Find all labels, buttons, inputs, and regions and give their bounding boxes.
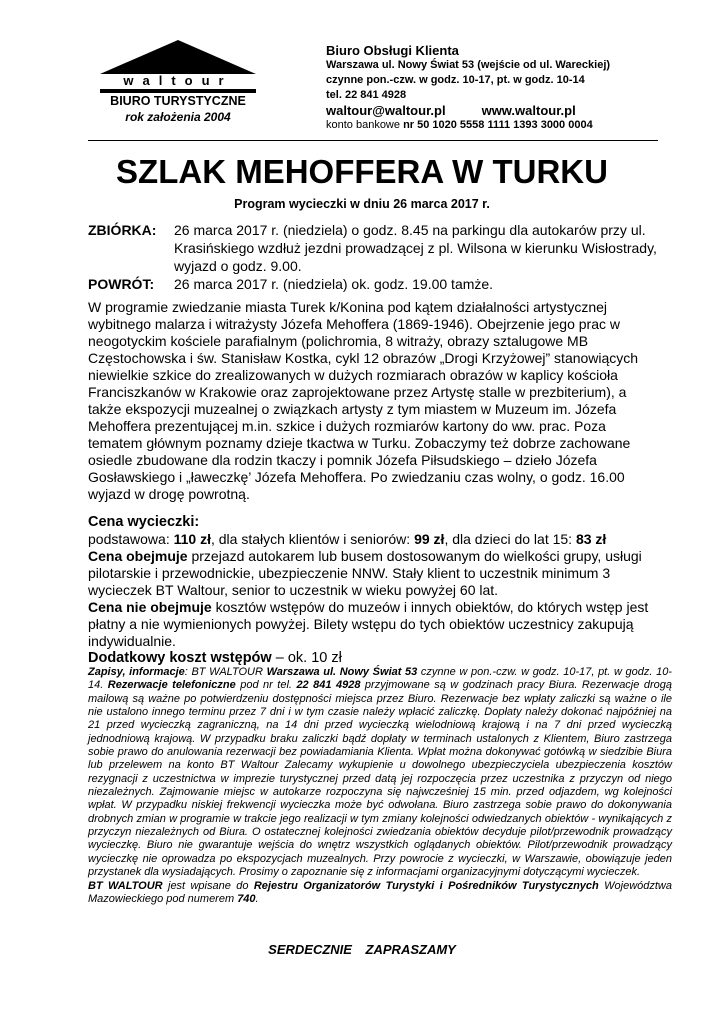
office-phone: tel. 22 841 4928: [326, 89, 407, 101]
fine-p14: .: [255, 892, 259, 905]
fine-p8: przyjmowane są w godzinach pracy Biura. Rezerwacje drogą mailową są ważne po potwierdzeniu dostępności miejsca przez Biuro. Rezerwacje bez wpłaty zaliczki są ważne o ile nie ustalono innego terminu przez 7 dni i w tym czasie należy wpłacić zaliczkę. Dopłaty należy dokonać najpóźniej na 21 przed wycieczką zagraniczną, na 14 dni przed wycieczką wielodniową krajową i na 7 dni przed wycieczką jednodniową krajową. W przypadku braku zaliczki bądź dopłaty w terminach ustalonych z Klientem, Biuro zastrzega sobie prawo do anulowania rezerwacji bez powiadamiania Klienta. Wpłat można dokonywać gotówką w siedzibie Biura lub przelewem na konto BT Waltour Zalecamy wykupienie u dowolnego ubezpieczyciela ubezpieczenia kosztów rezygnacji z uczestnictwa w imprezie turystycznej przed datą jej rozpoczęcia przez uczestnika z przyczyn od niego niezależnych. Zajmowanie miejsc w autokarze rozpoczyna się najwcześniej 15 min. przed odjazdem, wg kolejności wpłat. W przypadku niskiej frekwencji wycieczka może być odwołana. Biuro zastrzega sobie prawo do dokonywania drobnych zmian w programie w trakcie jego realizacji w tym zmiany kolejności odwiedzanych obiektów - wynikających z przyczyn niezależnych od Biura. O ostatecznej kolejności zwiedzania obiektów decyduje pilot/przewodnik prowadzący wycieczkę. Biuro nie gwarantuje wejścia do wnętrz wszystkich oglądanych obiektów. Pilot/przewodnik prowadzący wycieczkę nie oprowadza po ekspozycjach muzealnych. Przy powrocie z wycieczki, w Warszawie, obowiązuje jeden przystanek dla wysiadających. Prosimy o zapoznanie się z informacjami organizacyjnymi dotyczącymi wycieczek.: [88, 679, 672, 879]
basic-price: 110 zł: [173, 531, 211, 547]
fine-p11: Rejestru Organizatorów Turystyki i Pośredników Turystycznych: [253, 879, 599, 892]
bank-account: [326, 118, 706, 133]
page-subtitle: Program wycieczki w dniu 26 marca 2017 r.: [234, 197, 490, 211]
return-label: POWRÓT:: [88, 276, 155, 292]
extra-cost: [88, 650, 668, 667]
office-address: Warszawa ul. Nowy Świat 53 (wejście od ul. Wareckiej): [326, 59, 611, 71]
fine-p12: Województwa Mazowieckiego pod numerem: [88, 879, 672, 905]
email-link[interactable]: waltour@waltour.pl: [326, 103, 446, 118]
price-heading: Cena wycieczki:: [88, 514, 200, 530]
closing-line: SERDECZNIE ZAPRASZAMY: [268, 942, 456, 957]
includes-text: przejazd autokarem lub busem dostosowanym do wielkości grupy, usługi pilotarskie i przewodnickie, ubezpieczenie NNW. Stały klient to uczestnik minimum 3 wycieczek BT Waltour, senior to uczestnik w wieku powyżej 60 lat.: [88, 548, 642, 598]
gather-row: [88, 221, 678, 275]
terms-fine-print: [88, 666, 672, 906]
bank-prefix: konto bankowe: [326, 119, 404, 131]
gather-text: 26 marca 2017 r. (niedziela) o godz. 8.45 na parkingu dla autokarów przy ul. Krasińskiego wzdłuż jezdni prowadzącej z pl. Wilsona w kierunku Wisłostrady, wyjazd o godz. 9.00.: [174, 222, 657, 274]
fine-p6: pod nr tel.: [235, 679, 297, 692]
program-description: W programie zwiedzanie miasta Turek k/Konina pod kątem działalności artystycznej wybitnego malarza i witrażysty Józefa Mehoffera (1869-1946). Obejrzenie jego prac w neogotyckim kościele parafialnym (polichromia, 8 witraży, obrazy sztalugowe MB Częstochowska i św. Stanisław Kostka, cykl 12 obrazów „Drogi Krzyżowej” stanowiących niewielkie szkice do zrealizowanych w dużych rozmiarach obrazów w kaplicy kościoła Franciszkanów w Krakowie oraz zaprojektowane przez Artystę stalle w prezbiterium), a także ekspozycji muzealnej o związkach artysty z tym miastem w Muzeum im. Józefa Mehoffera prezentującej m.in. szkice i dużych rozmiarów kartony do ww. prac. Poza tematem głównym poznamy dzieje tkactwa w Turku. Zobaczymy też dobrze zachowane osiedle zbudowane dla rodzin tkaczy i pomnik Józefa Piłsudskiego – dzieło Józefa Gosławskiego i „ławeczkę’ Józefa Mehoffera. Po zwiedzaniu czas wolny, o godz. 16.00 wyjazd w drogę powrotną.: [88, 299, 639, 502]
fine-p1: Zapisy, informacje: [88, 666, 185, 678]
fine-p5: Rezerwacje telefoniczne: [107, 679, 236, 692]
fine-p9: BT WALTOUR: [88, 879, 163, 892]
fine-p4: czynne w pon.-czw. w godz. 10-17, pt. w godz. 10-14.: [88, 666, 672, 692]
website-link[interactable]: www.waltour.pl: [481, 103, 576, 118]
seniors-price: 99 zł: [414, 531, 445, 547]
logo-triangle: [100, 40, 256, 74]
contact-block: [326, 43, 706, 133]
price-excludes: [88, 599, 668, 650]
office-title: Biuro Obsługi Klienta: [326, 43, 459, 58]
fine-p7: 22 841 4928: [296, 679, 361, 692]
fine-p10: jest wpisane do: [162, 879, 254, 892]
basic-label: podstawowa:: [88, 531, 174, 547]
return-row: [88, 275, 678, 293]
fine-p3: Warszawa ul. Nowy Świat 53: [266, 666, 418, 678]
return-text: 26 marca 2017 r. (niedziela) ok. godz. 19.00 tamże.: [174, 276, 494, 292]
office-hours: czynne pon.-czw. w godz. 10-17, pt. w godz. 10-14: [326, 74, 585, 86]
page-title: SZLAK MEHOFFERA W TURKU: [116, 153, 608, 190]
excludes-text: kosztów wstępów do muzeów i innych obiektów, do których wstęp jest płatny a nie wymienionych powyżej. Bilety wstępu do tych obiektów uczestnicy zakupują indywidualnie.: [88, 599, 649, 649]
logo-founded: rok założenia 2004: [125, 110, 231, 124]
extra-label: Dodatkowy koszt wstępów: [88, 650, 272, 666]
web-contacts: [326, 103, 706, 118]
seniors-label: , dla stałych klientów i seniorów:: [210, 531, 415, 547]
gather-label: ZBIÓRKA:: [88, 222, 157, 238]
bank-number: nr 50 1020 5558 1111 1393 3000 0004: [403, 119, 593, 131]
logo-bar: [100, 89, 256, 93]
price-line: [88, 531, 668, 548]
excludes-label: Cena nie obejmuje: [88, 599, 212, 615]
fine-p13: 740: [237, 892, 256, 905]
kids-price: 83 zł: [575, 531, 607, 547]
price-section: [88, 514, 668, 667]
extra-text: – ok. 10 zł: [271, 650, 342, 666]
header-divider: [88, 140, 658, 141]
logo-wordmark: waltour: [123, 73, 233, 88]
fine-p2: : BT WALTOUR: [184, 666, 267, 678]
logo-subtitle: BIURO TURYSTYCZNE: [110, 94, 246, 108]
meeting-info: [88, 221, 678, 293]
kids-label: , dla dzieci do lat 15:: [444, 531, 576, 547]
price-includes: [88, 548, 668, 599]
includes-label: Cena obejmuje: [88, 548, 188, 564]
